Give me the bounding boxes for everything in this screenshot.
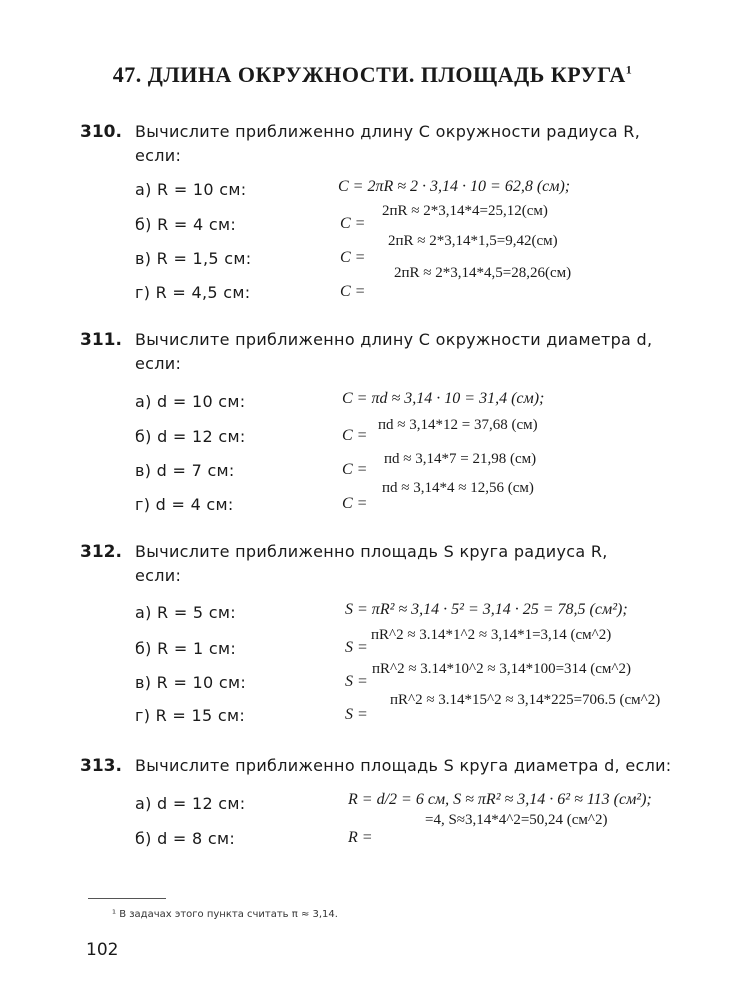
problem-311-item-b-label: б) d = 12 см: bbox=[135, 427, 246, 446]
problem-number-310: 310. bbox=[80, 122, 122, 142]
page-number: 102 bbox=[86, 940, 119, 960]
problem-312-item-a-answer: S = πR² ≈ 3,14 · 5² = 3,14 · 25 = 78,5 (см²); bbox=[345, 601, 628, 618]
problem-311-item-b-handwritten: пd ≈ 3,14*12 = 37,68 (см) bbox=[378, 417, 538, 433]
problem-311-item-c-label: в) d = 7 см: bbox=[135, 461, 235, 480]
problem-312-item-d-label: г) R = 15 см: bbox=[135, 706, 246, 725]
problem-312-item-d-handwritten: пR^2 ≈ 3.14*15^2 ≈ 3,14*225=706.5 (см^2) bbox=[390, 692, 661, 708]
problem-312-item-b-label: б) R = 1 см: bbox=[135, 639, 237, 658]
problem-310-item-d-printed: C = bbox=[340, 283, 366, 300]
problem-312-item-c-label: в) R = 10 см: bbox=[135, 673, 247, 692]
page-title: 47. ДЛИНА ОКРУЖНОСТИ. ПЛОЩАДЬ КРУГА$^1$ bbox=[112, 62, 633, 87]
problem-311-item-d-label: г) d = 4 см: bbox=[135, 495, 234, 514]
problem-310-item-b-handwritten: 2пR ≈ 2*3,14*4=25,12(см) bbox=[382, 203, 548, 219]
footnote-divider bbox=[88, 898, 166, 899]
problem-311-item-a-answer: C = πd ≈ 3,14 · 10 = 31,4 (см); bbox=[342, 390, 545, 407]
problem-311-item-d-printed: C = bbox=[342, 495, 368, 512]
problem-310-item-b-printed: C = bbox=[340, 215, 366, 232]
problem-310-item-d-handwritten: 2пR ≈ 2*3,14*4,5=28,26(см) bbox=[394, 265, 572, 281]
problem-313-item-b-printed: R = bbox=[348, 829, 373, 846]
problem-311-item-b-printed: C = bbox=[342, 427, 368, 444]
problem-312-text-line1: Вычислите приближенно площадь S круга радиуса R, bbox=[135, 542, 608, 561]
problem-311-item-c-printed: C = bbox=[342, 461, 368, 478]
problem-313-item-b-handwritten: =4, S≈3,14*4^2=50,24 (см^2) bbox=[425, 812, 608, 828]
problem-310-item-a-answer: C = 2πR ≈ 2 · 3,14 · 10 = 62,8 (см); bbox=[338, 178, 571, 195]
problem-310-text-line2: если: bbox=[135, 146, 182, 165]
problem-number-311: 311. bbox=[80, 330, 122, 350]
problem-311-text-line2: если: bbox=[135, 354, 182, 373]
problem-311-text-line1: Вычислите приближенно длину C окружности диаметра d, bbox=[135, 330, 653, 349]
problem-312-item-c-handwritten: пR^2 ≈ 3.14*10^2 ≈ 3,14*100=314 (см^2) bbox=[372, 661, 631, 677]
problem-311-item-c-handwritten: пd ≈ 3,14*7 = 21,98 (см) bbox=[384, 451, 537, 467]
problem-310-item-d-label: г) R = 4,5 см: bbox=[135, 283, 251, 302]
problem-311-item-d-handwritten: пd ≈ 3,14*4 ≈ 12,56 (см) bbox=[382, 480, 534, 496]
problem-312-item-b-printed: S = bbox=[345, 639, 368, 656]
problem-312-item-b-handwritten: пR^2 ≈ 3.14*1^2 ≈ 3,14*1=3,14 (см^2) bbox=[371, 627, 612, 643]
problem-310-item-b-label: б) R = 4 см: bbox=[135, 215, 237, 234]
problem-310-text-line1: Вычислите приближенно длину C окружности радиуса R, bbox=[135, 122, 641, 141]
footnote: ¹ В задачах этого пункта считать π ≈ 3,14. bbox=[112, 909, 338, 920]
problem-313-item-a-answer: R = d/2 = 6 см, S ≈ πR² ≈ 3,14 · 6² ≈ 113 (см²); bbox=[348, 791, 652, 808]
problem-310-item-c-label: в) R = 1,5 см: bbox=[135, 249, 252, 268]
problem-313-item-b-label: б) d = 8 см: bbox=[135, 829, 236, 848]
problem-312-item-a-label: а) R = 5 см: bbox=[135, 603, 236, 622]
problem-number-313: 313. bbox=[80, 756, 122, 776]
problem-310-item-a-label: а) R = 10 см: bbox=[135, 180, 247, 199]
problem-313-text-line1: Вычислите приближенно площадь S круга диаметра d, если: bbox=[135, 756, 672, 775]
problem-number-312: 312. bbox=[80, 542, 122, 562]
problem-312-text-line2: если: bbox=[135, 566, 182, 585]
problem-312-item-d-printed: S = bbox=[345, 706, 368, 723]
problem-311-item-a-label: а) d = 10 см: bbox=[135, 392, 246, 411]
problem-313-item-a-label: а) d = 12 см: bbox=[135, 794, 246, 813]
problem-312-item-c-printed: S = bbox=[345, 673, 368, 690]
problem-310-item-c-handwritten: 2пR ≈ 2*3,14*1,5=9,42(см) bbox=[388, 233, 558, 249]
problem-310-item-c-printed: C = bbox=[340, 249, 366, 266]
